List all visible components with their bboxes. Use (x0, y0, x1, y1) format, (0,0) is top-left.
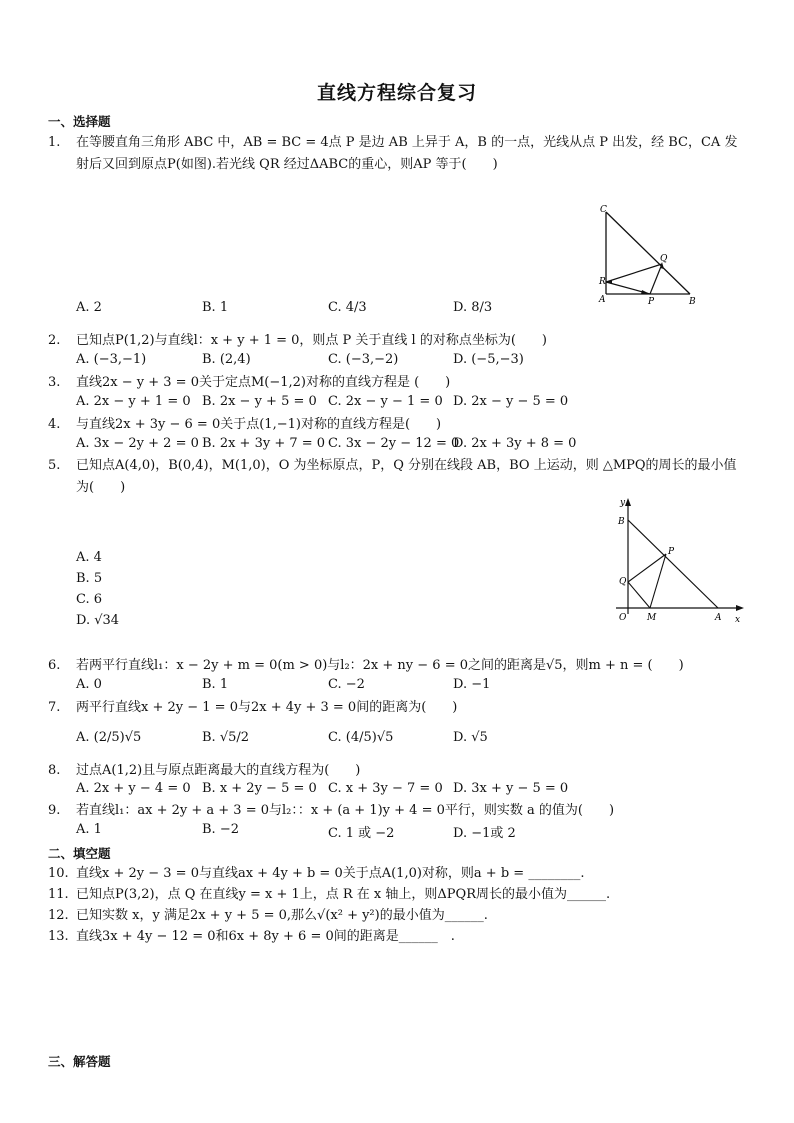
question-12 (48, 905, 748, 927)
question-text: 直线3x + 4y − 12 = 0和6x + 8y + 6 = 0间的距离是______ . (76, 929, 455, 944)
question-6 (48, 655, 748, 677)
question-number: 12. (48, 908, 69, 923)
coordinate-figure (608, 496, 748, 628)
option-c: C. 2x − y − 1 = 0 (328, 394, 443, 409)
option-c: C. −2 (328, 677, 365, 692)
question-text: 两平行直线x + 2y − 1 = 0与2x + 4y + 3 = 0间的距离为( ) (76, 700, 458, 715)
option-a: A. 4 (76, 550, 102, 565)
label-m: M (647, 613, 657, 623)
question-number: 3. (48, 375, 61, 390)
option-d: D. 2x + 3y + 8 = 0 (453, 436, 577, 451)
question-13 (48, 926, 748, 948)
section-choice: 一、选择题 (48, 114, 111, 129)
label-b: B (689, 297, 696, 307)
option-c: C. 1 或 −2 (328, 826, 395, 841)
label-q: Q (619, 577, 627, 587)
label-o: O (619, 613, 627, 623)
question-text: 已知实数 x，y 满足2x + y + 5 = 0,那么√(x² + y²)的最小值为______. (76, 908, 488, 923)
label-x: x (735, 615, 741, 625)
question-number: 4. (48, 417, 61, 432)
option-d: D. −1 (453, 677, 491, 692)
option-a: A. 1 (76, 822, 102, 837)
option-a: A. 0 (76, 677, 102, 692)
question-number: 8. (48, 763, 61, 778)
question-number: 2. (48, 333, 61, 348)
question-10 (48, 863, 748, 885)
question-number: 13. (48, 929, 69, 944)
option-c: C. 3x − 2y − 12 = 0 (328, 436, 460, 451)
question-text: 若两平行直线l₁：x − 2y + m = 0(m > 0)与l₂：2x + ny − 6 = 0之间的距离是√5，则m + n = ( ) (76, 658, 684, 673)
option-b: B. 1 (202, 300, 229, 315)
question-text: 过点A(1,2)且与原点距离最大的直线方程为( ) (76, 763, 361, 778)
question-text: 直线2x − y + 3 = 0关于定点M(−1,2)对称的直线方程是 ( ) (76, 375, 451, 390)
question-number: 7. (48, 700, 61, 715)
question-text: 已知点P(1,2)与直线l：x + y + 1 = 0，则点 P 关于直线 l 的对称点坐标为( ) (76, 333, 547, 348)
section-fill: 二、填空题 (48, 846, 111, 861)
question-1 (48, 132, 748, 172)
question-number: 5. (48, 458, 61, 473)
option-b: B. x + 2y − 5 = 0 (202, 781, 317, 796)
triangle-figure (590, 200, 705, 310)
option-b: B. √5/2 (202, 730, 250, 745)
question-11 (48, 884, 748, 906)
option-c: C. 4/3 (328, 300, 367, 315)
label-b: B (618, 517, 625, 527)
question-4 (48, 414, 748, 436)
question-9 (48, 800, 748, 822)
question-number: 6. (48, 658, 61, 673)
option-a: A. 2 (76, 300, 102, 315)
question-number: 10. (48, 866, 69, 881)
option-b: B. 5 (76, 571, 103, 586)
label-c: C (600, 205, 607, 215)
question-text: 已知点A(4,0)，B(0,4)，M(1,0)，O 为坐标原点，P，Q 分别在线段 AB，BO 上运动，则 △MPQ的周长的最小值为( ) (76, 458, 737, 495)
question-number: 11. (48, 887, 69, 902)
section-answer: 三、解答题 (48, 1054, 111, 1069)
option-d: D. −1或 2 (453, 826, 516, 841)
option-a: A. (−3,−1) (76, 352, 147, 367)
option-b: B. 2x + 3y + 7 = 0 (202, 436, 326, 451)
option-b: B. −2 (202, 822, 239, 837)
option-b: B. (2,4) (202, 352, 251, 367)
option-d: D. 3x + y − 5 = 0 (453, 781, 569, 796)
label-p: P (668, 547, 675, 557)
label-r: R (599, 277, 606, 287)
question-text: 直线x + 2y − 3 = 0与直线ax + 4y + b = 0关于点A(1,0)对称，则a + b = ________. (76, 866, 585, 881)
question-3 (48, 372, 748, 394)
option-d: D. (−5,−3) (453, 352, 524, 367)
page-title: 直线方程综合复习 (316, 82, 477, 104)
question-number: 1. (48, 135, 61, 150)
option-c: C. (−3,−2) (328, 352, 399, 367)
option-b: B. 1 (202, 677, 229, 692)
option-a: A. 2x + y − 4 = 0 (76, 781, 191, 796)
question-8 (48, 760, 748, 782)
label-q: Q (660, 254, 668, 264)
label-y: y (620, 498, 626, 508)
question-number: 9. (48, 803, 61, 818)
label-a: A (715, 613, 722, 623)
option-c: C. (4/5)√5 (328, 730, 394, 745)
question-7 (48, 697, 748, 719)
question-text: 与直线2x + 3y − 6 = 0关于点(1,−1)对称的直线方程是( ) (76, 417, 442, 432)
option-c: C. x + 3y − 7 = 0 (328, 781, 443, 796)
question-5 (48, 455, 748, 495)
option-a: A. 2x − y + 1 = 0 (76, 394, 191, 409)
question-text: 若直线l₁：ax + 2y + a + 3 = 0与l₂：：x + (a + 1)y + 4 = 0平行，则实数 a 的值为( ) (76, 803, 615, 818)
question-2 (48, 330, 748, 352)
option-b: B. 2x − y + 5 = 0 (202, 394, 317, 409)
question-text: 已知点P(3,2)，点 Q 在直线y = x + 1上，点 R 在 x 轴上，则ΔPQR周长的最小值为______. (76, 887, 611, 902)
option-d: D. 8/3 (453, 300, 493, 315)
option-c: C. 6 (76, 592, 103, 607)
label-a: A (599, 295, 606, 305)
option-d: D. 2x − y − 5 = 0 (453, 394, 569, 409)
question-text: 在等腰直角三角形 ABC 中，AB = BC = 4点 P 是边 AB 上异于 A，B 的一点，光线从点 P 出发，经 BC，CA 发射后又回到原点P(如图).若光线 QR 经过ΔABC的重心，则AP 等于( ) (76, 135, 738, 172)
option-d: D. √5 (453, 730, 488, 745)
option-a: A. (2/5)√5 (76, 730, 142, 745)
option-a: A. 3x − 2y + 2 = 0 (76, 436, 199, 451)
label-p: P (648, 297, 655, 307)
option-d: D. √34 (76, 613, 120, 628)
